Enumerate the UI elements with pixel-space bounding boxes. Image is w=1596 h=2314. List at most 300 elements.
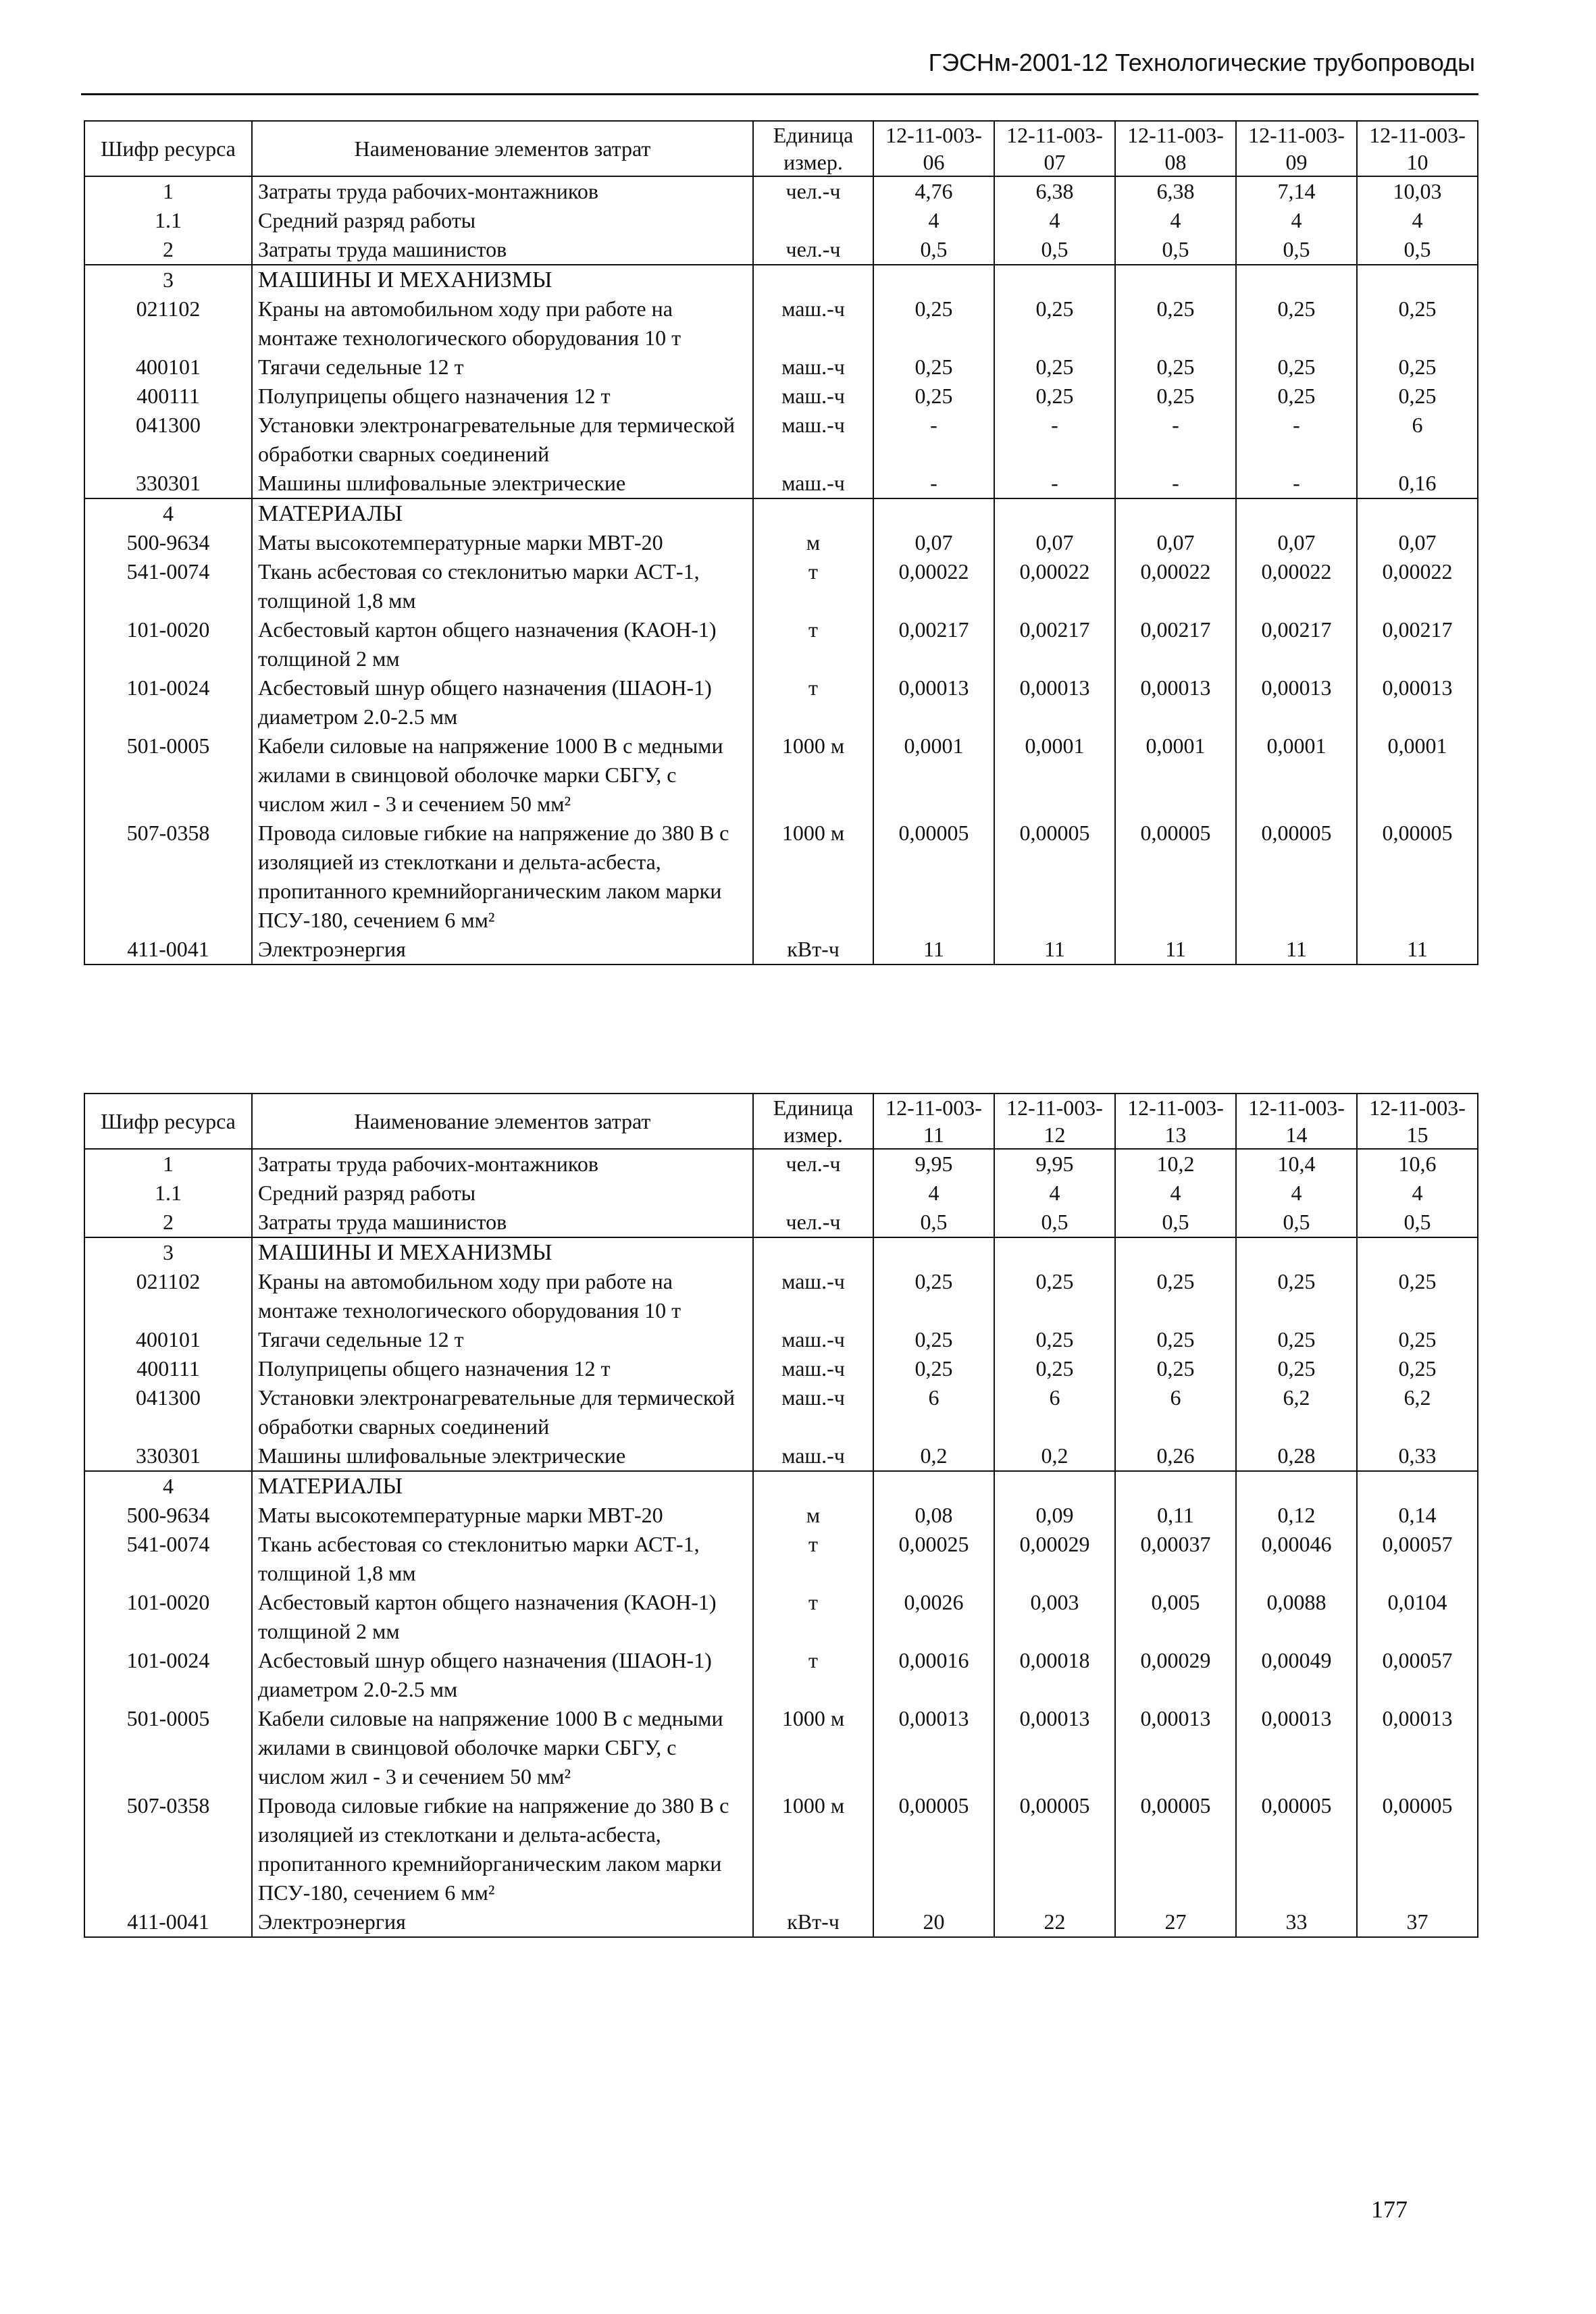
value-cell: 0,00005 — [1357, 1791, 1478, 1907]
value-cell — [994, 1237, 1115, 1267]
value-cell: 0,25 — [873, 1325, 994, 1354]
value-cell: 0,25 — [994, 294, 1115, 353]
value-cell: 0,25 — [1236, 1325, 1357, 1354]
value-cell: 0,07 — [873, 528, 994, 557]
header-norm: 12-11-003-14 — [1236, 1094, 1357, 1149]
resource-code: 1.1 — [84, 206, 252, 235]
header-code: Шифр ресурса — [84, 1094, 252, 1149]
unit-cell: м — [753, 1501, 873, 1530]
table-row — [84, 1325, 1478, 1354]
value-cell: 0,2 — [873, 1441, 994, 1471]
value-cell: 0,25 — [994, 353, 1115, 382]
value-cell: 0,0001 — [1357, 731, 1478, 819]
unit-cell: маш.-ч — [753, 469, 873, 498]
value-cell: 0,00217 — [873, 615, 994, 673]
resource-name: Затраты труда машинистов — [252, 1208, 753, 1237]
unit-cell: т — [753, 615, 873, 673]
value-cell — [1357, 498, 1478, 528]
value-cell: 0,00005 — [1115, 1791, 1236, 1907]
value-cell: 11 — [994, 935, 1115, 965]
value-cell: - — [994, 469, 1115, 498]
table-row — [84, 935, 1478, 965]
value-cell: 0,00005 — [1357, 819, 1478, 935]
value-cell: 6 — [994, 1383, 1115, 1441]
value-cell: 0,0001 — [873, 731, 994, 819]
value-cell: 0,09 — [994, 1501, 1115, 1530]
value-cell: 0,25 — [1236, 382, 1357, 411]
value-cell — [1236, 1471, 1357, 1501]
value-cell: 0,00029 — [994, 1530, 1115, 1588]
value-cell: 0,00025 — [873, 1530, 994, 1588]
value-cell: 0,28 — [1236, 1441, 1357, 1471]
value-cell: 11 — [1236, 935, 1357, 965]
resource-name: Полуприцепы общего назначения 12 т — [252, 382, 753, 411]
value-cell: 9,95 — [994, 1149, 1115, 1179]
value-cell: 0,25 — [1115, 1354, 1236, 1383]
value-cell: 0,5 — [1236, 235, 1357, 265]
resource-code: 2 — [84, 235, 252, 265]
resource-name: Полуприцепы общего назначения 12 т — [252, 1354, 753, 1383]
value-cell: 0,25 — [1357, 1325, 1478, 1354]
table-row — [84, 176, 1478, 206]
resource-code: 330301 — [84, 469, 252, 498]
table-row — [84, 615, 1478, 673]
value-cell — [1357, 1237, 1478, 1267]
value-cell: 0,25 — [1115, 353, 1236, 382]
value-cell: 0,00022 — [994, 557, 1115, 615]
section-title: МАТЕРИАЛЫ — [252, 498, 753, 528]
value-cell: 10,6 — [1357, 1149, 1478, 1179]
unit-cell: т — [753, 1588, 873, 1646]
value-cell: 27 — [1115, 1907, 1236, 1937]
table-row — [84, 1704, 1478, 1791]
value-cell: 0,5 — [1357, 235, 1478, 265]
value-cell: 0,25 — [1357, 1354, 1478, 1383]
table-row — [84, 731, 1478, 819]
resource-code: 1 — [84, 176, 252, 206]
header-norm: 12-11-003-15 — [1357, 1094, 1478, 1149]
value-cell: 4,76 — [873, 176, 994, 206]
value-cell: 0,25 — [1115, 382, 1236, 411]
resource-code: 400101 — [84, 353, 252, 382]
value-cell: 0,003 — [994, 1588, 1115, 1646]
resource-code: 101-0024 — [84, 1646, 252, 1704]
header-code: Шифр ресурса — [84, 121, 252, 176]
unit-cell: маш.-ч — [753, 1383, 873, 1441]
resource-code: 330301 — [84, 1441, 252, 1471]
value-cell: 0,5 — [873, 1208, 994, 1237]
resource-code: 507-0358 — [84, 1791, 252, 1907]
resource-name: Ткань асбестовая со стеклонитью марки АСТ-1, толщиной 1,8 мм — [252, 557, 753, 615]
unit-cell: кВт-ч — [753, 1907, 873, 1937]
unit-cell — [753, 1179, 873, 1208]
header-norm: 12-11-003-09 — [1236, 121, 1357, 176]
resource-code: 1 — [84, 1149, 252, 1179]
value-cell: 0,00005 — [994, 819, 1115, 935]
value-cell: 0,25 — [1115, 1267, 1236, 1325]
value-cell: 0,00217 — [1236, 615, 1357, 673]
value-cell: 0,00057 — [1357, 1530, 1478, 1588]
value-cell: 0,26 — [1115, 1441, 1236, 1471]
value-cell: 0,5 — [994, 1208, 1115, 1237]
value-cell: 0,0104 — [1357, 1588, 1478, 1646]
value-cell: 0,0001 — [994, 731, 1115, 819]
value-cell: 6,38 — [994, 176, 1115, 206]
unit-cell: 1000 м — [753, 1704, 873, 1791]
resource-name: Затраты труда рабочих-монтажников — [252, 1149, 753, 1179]
unit-cell: маш.-ч — [753, 1267, 873, 1325]
value-cell: 0,25 — [1236, 353, 1357, 382]
value-cell: 0,07 — [1357, 528, 1478, 557]
header-norm: 12-11-003-12 — [994, 1094, 1115, 1149]
resource-code: 3 — [84, 1237, 252, 1267]
table-row — [84, 206, 1478, 235]
resource-code: 041300 — [84, 411, 252, 469]
resource-name: Кабели силовые на напряжение 1000 В с медными жилами в свинцовой оболочке марки СБГУ, с числом жил - 3 и сечением 50 мм² — [252, 1704, 753, 1791]
value-cell — [873, 498, 994, 528]
value-cell: 0,00022 — [873, 557, 994, 615]
unit-cell: т — [753, 1530, 873, 1588]
value-cell: 4 — [1236, 206, 1357, 235]
value-cell: 0,0001 — [1115, 731, 1236, 819]
resource-code: 411-0041 — [84, 935, 252, 965]
resource-code: 541-0074 — [84, 1530, 252, 1588]
unit-cell — [753, 1471, 873, 1501]
resource-code: 021102 — [84, 294, 252, 353]
value-cell: 0,00049 — [1236, 1646, 1357, 1704]
resource-name: Машины шлифовальные электрические — [252, 1441, 753, 1471]
value-cell — [994, 498, 1115, 528]
value-cell: 0,00013 — [1357, 1704, 1478, 1791]
resource-code: 041300 — [84, 1383, 252, 1441]
value-cell: 0,00018 — [994, 1646, 1115, 1704]
value-cell: 4 — [994, 1179, 1115, 1208]
table-row — [84, 1471, 1478, 1501]
value-cell: 0,12 — [1236, 1501, 1357, 1530]
value-cell: 4 — [873, 206, 994, 235]
resource-code: 500-9634 — [84, 1501, 252, 1530]
value-cell: 0,00013 — [994, 1704, 1115, 1791]
resource-name: Затраты труда машинистов — [252, 235, 753, 265]
value-cell: 0,00013 — [873, 1704, 994, 1791]
value-cell: 0,25 — [1236, 294, 1357, 353]
resource-code: 400111 — [84, 382, 252, 411]
value-cell: 0,25 — [1357, 353, 1478, 382]
value-cell: 0,00013 — [873, 673, 994, 731]
value-cell: 0,00005 — [873, 1791, 994, 1907]
unit-cell: маш.-ч — [753, 353, 873, 382]
table-row — [84, 469, 1478, 498]
section-title: МАШИНЫ И МЕХАНИЗМЫ — [252, 1237, 753, 1267]
resource-name: Провода силовые гибкие на напряжение до 380 В с изоляцией из стеклоткани и дельта-асбеста, пропитанного кремнийорганическим лаком марки ПСУ-180, сечением 6 мм² — [252, 819, 753, 935]
value-cell: 0,25 — [1357, 382, 1478, 411]
table-row — [84, 1179, 1478, 1208]
resource-code: 400101 — [84, 1325, 252, 1354]
value-cell: 33 — [1236, 1907, 1357, 1937]
resource-name: Асбестовый шнур общего назначения (ШАОН-1) диаметром 2.0-2.5 мм — [252, 673, 753, 731]
table-header-row — [84, 121, 1478, 176]
unit-cell — [753, 265, 873, 294]
value-cell: 0,25 — [873, 1267, 994, 1325]
value-cell: 4 — [1115, 206, 1236, 235]
unit-cell — [753, 1237, 873, 1267]
value-cell: 0,25 — [1357, 294, 1478, 353]
table-row — [84, 353, 1478, 382]
value-cell: 0,07 — [994, 528, 1115, 557]
value-cell: 0,00005 — [1236, 1791, 1357, 1907]
page-header-title: ГЭСНм-2001-12 Технологические трубопроводы — [928, 49, 1475, 76]
value-cell: 0,25 — [873, 294, 994, 353]
value-cell: 0,5 — [1115, 1208, 1236, 1237]
value-cell: - — [873, 469, 994, 498]
value-cell: 4 — [1357, 1179, 1478, 1208]
table-row — [84, 1588, 1478, 1646]
value-cell: - — [1115, 411, 1236, 469]
value-cell — [1115, 1471, 1236, 1501]
value-cell: 0,005 — [1115, 1588, 1236, 1646]
table-row — [84, 235, 1478, 265]
value-cell: - — [994, 411, 1115, 469]
header-norm: 12-11-003-08 — [1115, 121, 1236, 176]
unit-cell: чел.-ч — [753, 1149, 873, 1179]
resource-name: Тягачи седельные 12 т — [252, 1325, 753, 1354]
value-cell — [994, 265, 1115, 294]
value-cell: 0,00016 — [873, 1646, 994, 1704]
value-cell: 0,00013 — [994, 673, 1115, 731]
table-row — [84, 1646, 1478, 1704]
header-norm: 12-11-003-10 — [1357, 121, 1478, 176]
value-cell: 6 — [1357, 411, 1478, 469]
resource-code: 2 — [84, 1208, 252, 1237]
resource-name: Установки электронагревательные для термической обработки сварных соединений — [252, 411, 753, 469]
header-name: Наименование элементов затрат — [252, 121, 753, 176]
value-cell: 0,00022 — [1357, 557, 1478, 615]
value-cell: 0,00046 — [1236, 1530, 1357, 1588]
resource-name: Установки электронагревательные для термической обработки сварных соединений — [252, 1383, 753, 1441]
resource-code: 4 — [84, 498, 252, 528]
resource-table-2 — [84, 1093, 1478, 1938]
resource-name: Провода силовые гибкие на напряжение до 380 В с изоляцией из стеклоткани и дельта-асбеста, пропитанного кремнийорганическим лаком марки ПСУ-180, сечением 6 мм² — [252, 1791, 753, 1907]
resource-code: 400111 — [84, 1354, 252, 1383]
value-cell: 20 — [873, 1907, 994, 1937]
section-title: МАТЕРИАЛЫ — [252, 1471, 753, 1501]
value-cell: 0,0026 — [873, 1588, 994, 1646]
resource-name: Тягачи седельные 12 т — [252, 353, 753, 382]
value-cell: 0,25 — [873, 1354, 994, 1383]
resource-code: 101-0020 — [84, 615, 252, 673]
value-cell — [1236, 498, 1357, 528]
value-cell: 0,33 — [1357, 1441, 1478, 1471]
resource-name: Маты высокотемпературные марки МВТ-20 — [252, 1501, 753, 1530]
table-header-row — [84, 1094, 1478, 1149]
value-cell: 0,16 — [1357, 469, 1478, 498]
section-title: МАШИНЫ И МЕХАНИЗМЫ — [252, 265, 753, 294]
table-row — [84, 411, 1478, 469]
table-row — [84, 382, 1478, 411]
value-cell: 0,25 — [994, 1354, 1115, 1383]
value-cell — [1357, 1471, 1478, 1501]
unit-cell: 1000 м — [753, 731, 873, 819]
header-name: Наименование элементов затрат — [252, 1094, 753, 1149]
table-row — [84, 1149, 1478, 1179]
value-cell: 0,0088 — [1236, 1588, 1357, 1646]
value-cell: 37 — [1357, 1907, 1478, 1937]
value-cell: 0,00057 — [1357, 1646, 1478, 1704]
value-cell: 0,00013 — [1115, 673, 1236, 731]
unit-cell: маш.-ч — [753, 294, 873, 353]
value-cell: - — [1236, 411, 1357, 469]
value-cell — [873, 1471, 994, 1501]
unit-cell — [753, 206, 873, 235]
value-cell: 0,14 — [1357, 1501, 1478, 1530]
value-cell: 4 — [1115, 1179, 1236, 1208]
value-cell — [1115, 1237, 1236, 1267]
unit-cell: чел.-ч — [753, 176, 873, 206]
value-cell: 0,5 — [1357, 1208, 1478, 1237]
value-cell: 0,25 — [1357, 1267, 1478, 1325]
unit-cell: т — [753, 557, 873, 615]
table-row — [84, 528, 1478, 557]
value-cell — [873, 265, 994, 294]
unit-cell: маш.-ч — [753, 1354, 873, 1383]
value-cell: 0,5 — [994, 235, 1115, 265]
value-cell: 6,38 — [1115, 176, 1236, 206]
value-cell: 6 — [873, 1383, 994, 1441]
value-cell: 0,00005 — [1115, 819, 1236, 935]
resource-code: 411-0041 — [84, 1907, 252, 1937]
value-cell — [1115, 265, 1236, 294]
value-cell: 0,25 — [1115, 294, 1236, 353]
resource-code: 4 — [84, 1471, 252, 1501]
value-cell: 4 — [1236, 1179, 1357, 1208]
unit-cell: кВт-ч — [753, 935, 873, 965]
value-cell: 6,2 — [1236, 1383, 1357, 1441]
resource-name: Средний разряд работы — [252, 206, 753, 235]
value-cell: 0,5 — [1115, 235, 1236, 265]
value-cell: 0,00022 — [1115, 557, 1236, 615]
table-row — [84, 819, 1478, 935]
value-cell: 0,25 — [994, 1325, 1115, 1354]
value-cell: 0,2 — [994, 1441, 1115, 1471]
unit-cell: 1000 м — [753, 819, 873, 935]
value-cell: 0,25 — [994, 1267, 1115, 1325]
table-row — [84, 1441, 1478, 1471]
unit-cell: маш.-ч — [753, 1325, 873, 1354]
value-cell: 0,11 — [1115, 1501, 1236, 1530]
value-cell: 0,5 — [873, 235, 994, 265]
resource-name: Асбестовый картон общего назначения (КАОН-1) толщиной 2 мм — [252, 615, 753, 673]
resource-table-1 — [84, 120, 1478, 965]
value-cell: 6,2 — [1357, 1383, 1478, 1441]
unit-cell: т — [753, 1646, 873, 1704]
table-row — [84, 1383, 1478, 1441]
value-cell: 4 — [873, 1179, 994, 1208]
table-row — [84, 1530, 1478, 1588]
unit-cell — [753, 498, 873, 528]
value-cell: 0,25 — [994, 382, 1115, 411]
page-number: 177 — [1371, 2196, 1408, 2223]
value-cell: 10,03 — [1357, 176, 1478, 206]
value-cell: 11 — [1115, 935, 1236, 965]
value-cell: 0,00022 — [1236, 557, 1357, 615]
header-norm: 12-11-003-06 — [873, 121, 994, 176]
value-cell: 0,08 — [873, 1501, 994, 1530]
resource-name: Краны на автомобильном ходу при работе на монтаже технологического оборудования 10 т — [252, 1267, 753, 1325]
unit-cell: маш.-ч — [753, 1441, 873, 1471]
value-cell: 0,00029 — [1115, 1646, 1236, 1704]
table-row — [84, 557, 1478, 615]
resource-code: 101-0020 — [84, 1588, 252, 1646]
value-cell: 4 — [1357, 206, 1478, 235]
value-cell: 0,5 — [1236, 1208, 1357, 1237]
unit-cell: 1000 м — [753, 1791, 873, 1907]
resource-name: Электроэнергия — [252, 1907, 753, 1937]
value-cell: 0,00005 — [1236, 819, 1357, 935]
resource-name: Машины шлифовальные электрические — [252, 469, 753, 498]
value-cell: 7,14 — [1236, 176, 1357, 206]
value-cell — [1236, 1237, 1357, 1267]
value-cell: 0,00013 — [1115, 1704, 1236, 1791]
value-cell: 0,00013 — [1236, 673, 1357, 731]
unit-cell: маш.-ч — [753, 382, 873, 411]
value-cell: 0,00013 — [1236, 1704, 1357, 1791]
value-cell — [1115, 498, 1236, 528]
value-cell: 0,00217 — [1115, 615, 1236, 673]
value-cell: 0,25 — [873, 382, 994, 411]
resource-name: Электроэнергия — [252, 935, 753, 965]
resource-name: Кабели силовые на напряжение 1000 В с медными жилами в свинцовой оболочке марки СБГУ, с числом жил - 3 и сечением 50 мм² — [252, 731, 753, 819]
resource-code: 501-0005 — [84, 1704, 252, 1791]
table-row — [84, 1907, 1478, 1937]
header-divider — [81, 93, 1478, 95]
unit-cell: чел.-ч — [753, 235, 873, 265]
table-row — [84, 265, 1478, 294]
value-cell: 0,25 — [1236, 1354, 1357, 1383]
resource-name: Средний разряд работы — [252, 1179, 753, 1208]
table-row — [84, 673, 1478, 731]
value-cell: 6 — [1115, 1383, 1236, 1441]
table-row — [84, 1501, 1478, 1530]
header-norm: 12-11-003-11 — [873, 1094, 994, 1149]
value-cell: 4 — [994, 206, 1115, 235]
value-cell: - — [1115, 469, 1236, 498]
resource-code: 507-0358 — [84, 819, 252, 935]
table-row — [84, 1354, 1478, 1383]
table-row — [84, 1237, 1478, 1267]
value-cell: 0,0001 — [1236, 731, 1357, 819]
resource-name: Асбестовый картон общего назначения (КАОН-1) толщиной 2 мм — [252, 1588, 753, 1646]
table-row — [84, 1791, 1478, 1907]
value-cell: 0,00037 — [1115, 1530, 1236, 1588]
value-cell: 0,00013 — [1357, 673, 1478, 731]
value-cell — [1357, 265, 1478, 294]
value-cell: 11 — [873, 935, 994, 965]
value-cell: - — [1236, 469, 1357, 498]
resource-name: Ткань асбестовая со стеклонитью марки АСТ-1, толщиной 1,8 мм — [252, 1530, 753, 1588]
resource-code: 101-0024 — [84, 673, 252, 731]
resource-code: 501-0005 — [84, 731, 252, 819]
value-cell: 10,4 — [1236, 1149, 1357, 1179]
value-cell — [1236, 265, 1357, 294]
value-cell: 11 — [1357, 935, 1478, 965]
resource-name: Асбестовый шнур общего назначения (ШАОН-1) диаметром 2.0-2.5 мм — [252, 1646, 753, 1704]
resource-code: 541-0074 — [84, 557, 252, 615]
header-norm: 12-11-003-07 — [994, 121, 1115, 176]
resource-code: 500-9634 — [84, 528, 252, 557]
table-row — [84, 294, 1478, 353]
value-cell: - — [873, 411, 994, 469]
resource-code: 3 — [84, 265, 252, 294]
